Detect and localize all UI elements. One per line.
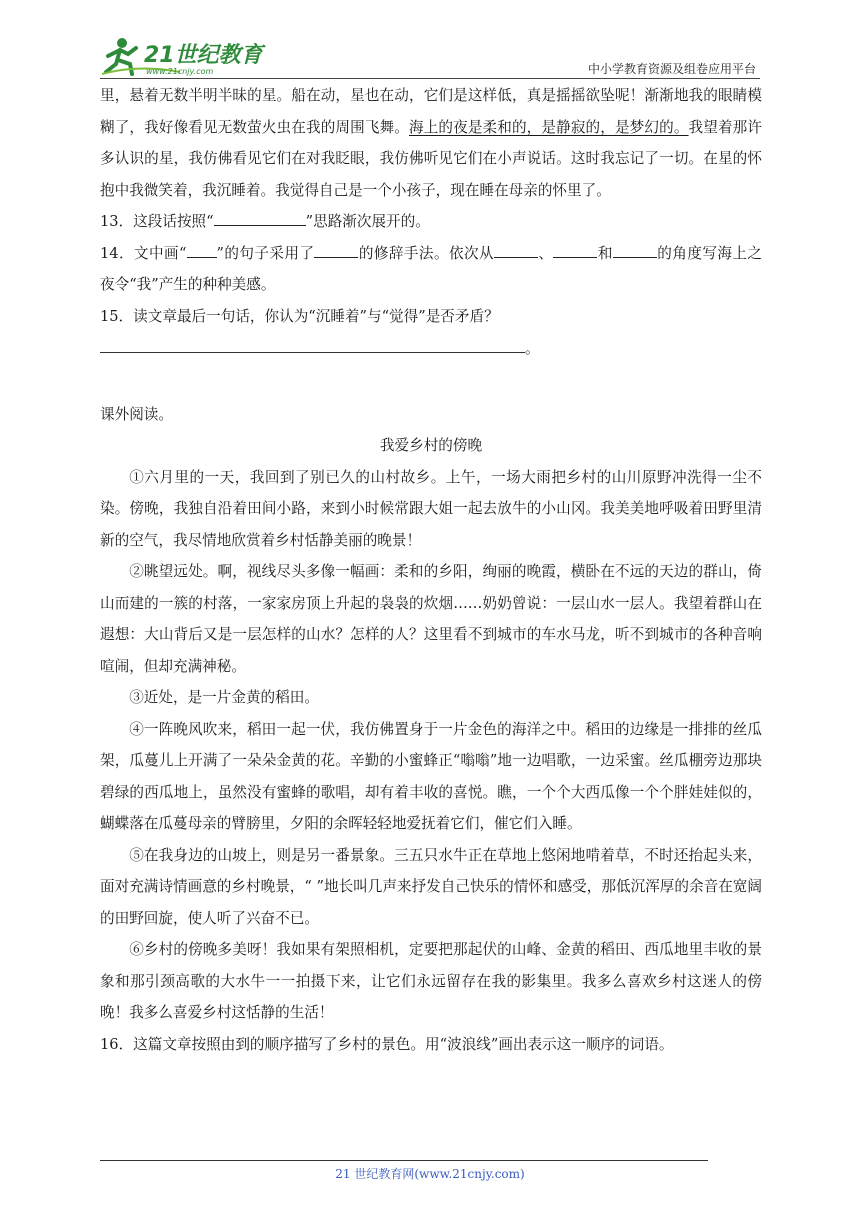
question-15: 15．读文章最后一句话，你认为“沉睡着”与“觉得”是否矛盾？: [100, 307, 499, 325]
question-14: [100, 238, 762, 301]
logo-21cnjy: [100, 34, 270, 78]
logo-text: 21世纪教育: [144, 43, 263, 68]
answer-blank[interactable]: [214, 211, 306, 226]
footer-source[interactable]: 21 世纪教育网(www.21cnjy.com): [335, 1167, 525, 1181]
section-label: 课外阅读。: [100, 405, 173, 423]
platform-name: 中小学教育资源及组卷应用平台: [587, 62, 756, 76]
question-16: 16．这篇文章按照由到的顺序描写了乡村的景色。用“波浪线”画出表示这一顺序的词语。: [100, 1035, 674, 1053]
article-paragraph-1: ①六月里的一天，我回到了别已久的山村故乡。上午，一场大雨把乡村的山川原野冲洗得一尘不染。傍晚，我独自沿着田间小路，来到小时候常跟大姐一起去放牛的小山冈。我美美地呼吸着田野里清新的空气，我尽情地欣赏着乡村恬静美丽的晚景！: [100, 468, 762, 549]
text-span: ”的句子采用了: [216, 244, 315, 262]
article-paragraph-5: ⑤在我身边的山坡上，则是另一番景象。三五只水牛正在草地上悠闲地啃着草，不时还抬起头来，面对充满诗情画意的乡村晚景，“ ”地长叫几声来抒发自己快乐的情怀和感受，那低沉浑厚的余音在宽阔的田野回旋，使人听了兴奋不已。: [100, 846, 762, 927]
text-span: 里，悬着无数半明半昧的星。船在动，星也在动，它们是这样低，真是摇摇欲坠呢！渐渐地我的眼睛模糊了，我好像看见无数萤火虫在我的周围飞舞。: [100, 87, 762, 136]
article-paragraph-4: ④一阵晚风吹来，稻田一起一伏，我仿佛置身于一片金色的海洋之中。稻田的边缘是一排排的丝瓜架，瓜蔓儿上开满了一朵朵金黄的花。辛勤的小蜜蜂正“嗡嗡”地一边唱歌，一边采蜜。丝瓜棚旁边那块碧绿的西瓜地上，虽然没有蜜蜂的歌唱，却有着丰收的喜悦。瞧，一个个大西瓜像一个个胖娃娃似的，蝴蝶落在瓜蔓母亲的臂膀里，夕阳的余晖轻轻地爱抚着它们，催它们入睡。: [100, 720, 762, 832]
question-15-answer: [100, 332, 762, 365]
document-body: [100, 80, 762, 1060]
answer-blank[interactable]: [494, 243, 538, 258]
text-span: 和: [597, 244, 613, 262]
text-span: 我望着那许多认识的星，我仿佛看见它们在对我眨眼，我仿佛听见它们在小声说话。这时我忘记了一切。在星的怀抱中我微笑着，我沉睡着。我觉得自己是一个小孩子，现在睡在母亲的怀里了。: [100, 118, 762, 199]
text-span: 的修辞手法。依次从: [358, 244, 494, 262]
article-paragraph-6: ⑥乡村的傍晚多美呀！我如果有架照相机，定要把那起伏的山峰、金黄的稻田、西瓜地里丰收的景象和那引颈高歌的大水牛一一拍摄下来，让它们永远留存在我的影集里。我多么喜欢乡村这迷人的傍晚！我多么喜爱乡村这恬静的生活！: [100, 941, 762, 1021]
logo-url: www.21cnjy.com: [146, 67, 214, 76]
header-divider: [100, 78, 760, 79]
page-header: [100, 34, 760, 80]
answer-blank[interactable]: [613, 243, 657, 258]
text-span: 的角度写海上之夜令“我”产生的种种美感。: [100, 244, 762, 293]
article-title: 我爱乡村的傍晚: [379, 437, 483, 454]
article-paragraph-3: ③近处，是一片金黄的稻田。: [129, 689, 319, 706]
article-paragraph-2: ②眺望远处。啊，视线尽头多像一幅画：柔和的乡阳，绚丽的晚霞，横卧在不远的天边的群山，倚山而建的一簇的村落，一家家房顶上升起的袅袅的炊烟……奶奶曾说：一层山水一层人。我望着群山在遐想：大山背后又是一层怎样的山水？怎样的人？这里看不到城市的车水马龙，听不到城市的各种音响喧闹，但却充满神秘。: [100, 563, 762, 675]
answer-blank[interactable]: [187, 243, 217, 258]
answer-blank[interactable]: [553, 243, 597, 258]
question-13: [100, 206, 762, 238]
text-span: 14．文中画“: [100, 244, 187, 262]
text-span: 、: [538, 244, 554, 262]
text-span: 13．这段话按照“: [100, 213, 214, 230]
text-span: 。: [525, 340, 540, 357]
answer-line[interactable]: [100, 332, 525, 353]
text-span: ”思路渐次展开的。: [305, 213, 430, 230]
answer-blank[interactable]: [314, 243, 358, 258]
passage-paragraph: [100, 80, 762, 206]
underlined-sentence: 海上的夜是柔和的，是静寂的，是梦幻的。: [408, 118, 689, 136]
footer-divider: [100, 1160, 708, 1161]
